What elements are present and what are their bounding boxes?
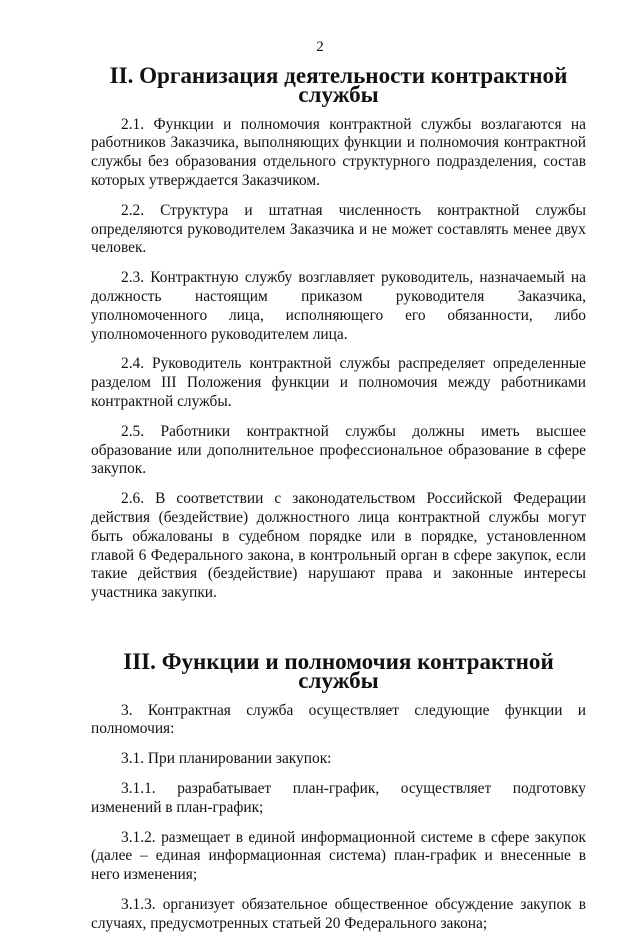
- paragraph-2-3: 2.3. Контрактную службу возглавляет руководитель, назначаемый на должность настоящим приказом руководителя Заказчика, уполномоченного лица, исполняющего его обязанности, либо уполномоченного руководителем лица.: [91, 269, 586, 343]
- document-body: [91, 62, 586, 944]
- paragraph-2-1: 2.1. Функции и полномочия контрактной службы возлагаются на работников Заказчика, выполняющих функции и полномочия контрактной службы без образования отдельного структурного подразделения, состав которых утверждается Заказчиком.: [91, 115, 586, 189]
- paragraph-3-1-3: 3.1.3. организует обязательное общественное обсуждение закупок в случаях, предусмотренных статьей 20 Федерального закона;: [91, 895, 586, 932]
- section-3-heading: III. Функции и полномочия контрактной службы: [123, 647, 554, 693]
- paragraph-3-1-1: 3.1.1. разрабатывает план-график, осуществляет подготовку изменений в план-график;: [91, 779, 586, 816]
- paragraph-2-5: 2.5. Работники контрактной службы должны иметь высшее образование или дополнительное профессиональное образование в сфере закупок.: [91, 422, 586, 478]
- paragraph-2-2: 2.2. Структура и штатная численность контрактной службы определяются руководителем Заказчика и не может составлять менее двух человек.: [91, 201, 586, 257]
- paragraph-2-4: 2.4. Руководитель контрактной службы распределяет определенные разделом III Положения функции и полномочия между работниками контрактной службы.: [91, 355, 586, 410]
- paragraph-3-1-2: 3.1.2. размещает в единой информационной системе в сфере закупок (далее – единая информационная система) план-график и внесенные в него изменения;: [91, 828, 586, 884]
- page-number: 2: [316, 39, 324, 55]
- paragraph-3: 3. Контрактная служба осуществляет следующие функции и полномочия:: [91, 701, 586, 738]
- section-2-heading: II. Организация деятельности контрактной службы: [109, 62, 568, 107]
- paragraph-3-1: 3.1. При планировании закупок:: [121, 750, 332, 768]
- paragraph-2-6: 2.6. В соответствии с законодательством Российской Федерации действия (бездействие) должностного лица контрактной службы могут быть обжалованы в судебном порядке или в порядке, установленном главой 6 Федерального закона, в контрольный орган в сфере закупок, если такие действия (бездействие) нарушают права и законные интересы участника закупки.: [91, 490, 586, 602]
